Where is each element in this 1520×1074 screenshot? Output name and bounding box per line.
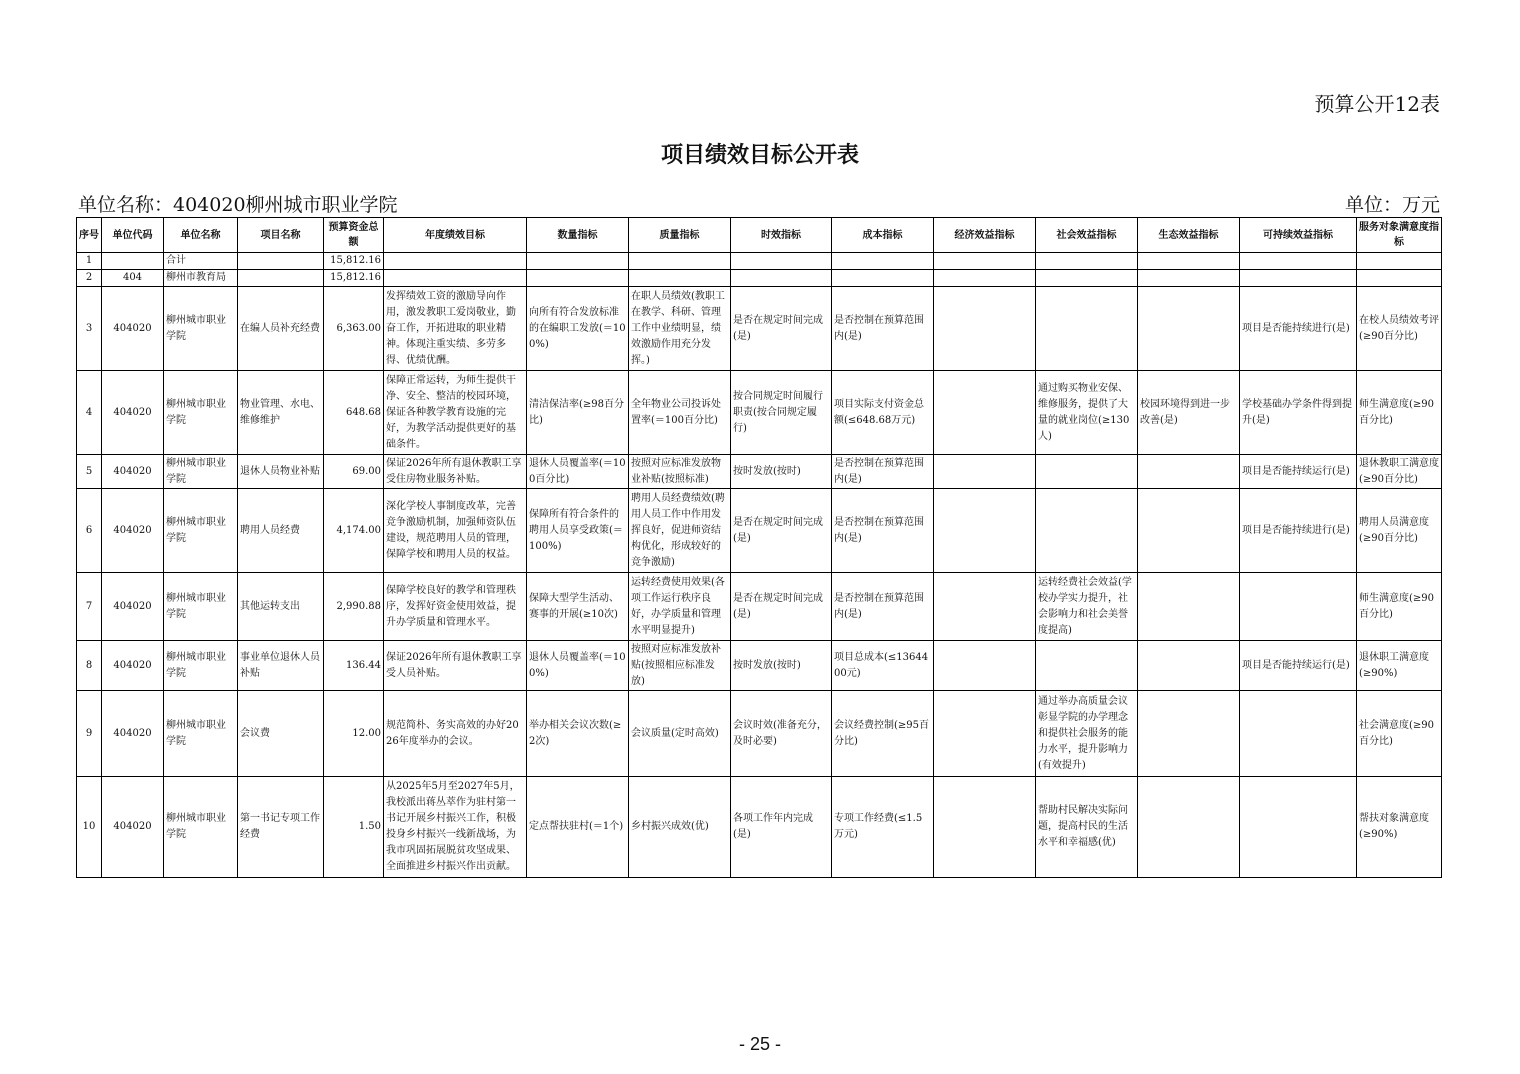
table-cell: 规范简朴、务实高效的办好2026年度举办的会议。	[384, 691, 527, 777]
table-cell: 是否控制在预算范围内(是)	[832, 455, 934, 489]
table-cell: 会议经费控制(≥95百分比)	[832, 691, 934, 777]
table-cell: 4,174.00	[324, 489, 384, 573]
table-cell	[934, 287, 1036, 371]
table-cell: 按合同规定时间履行职责(按合同规定履行)	[731, 371, 832, 455]
table-cell: 6,363.00	[324, 287, 384, 371]
table-cell: 向所有符合发放标准的在编职工发放(＝100%)	[527, 287, 629, 371]
page-number: - 25 -	[738, 1034, 781, 1054]
table-cell: 会议时效(准备充分，及时必要)	[731, 691, 832, 777]
table-cell: 5	[77, 455, 102, 489]
table-cell: 是否控制在预算范围内(是)	[832, 489, 934, 573]
table-cell: 1	[77, 253, 102, 270]
table-cell: 项目总成本(≤1364400元)	[832, 641, 934, 691]
table-cell	[832, 253, 934, 270]
table-cell: 项目是否能持续运行(是)	[1240, 641, 1357, 691]
table-cell: 柳州城市职业学院	[164, 641, 238, 691]
table-cell: 是否控制在预算范围内(是)	[832, 287, 934, 371]
table-cell	[102, 253, 164, 270]
header-cell: 社会效益指标	[1036, 218, 1138, 253]
table-cell: 保证2026年所有退休教职工享受住房物业服务补贴。	[384, 455, 527, 489]
table-cell	[934, 270, 1036, 287]
table-cell	[1138, 455, 1240, 489]
table-cell	[832, 270, 934, 287]
table-cell	[934, 371, 1036, 455]
table-cell: 深化学校人事制度改革，完善竞争激励机制，加强师资队伍建设，规范聘用人员的管理，保障学校和聘用人员的权益。	[384, 489, 527, 573]
header-cell: 质量指标	[629, 218, 731, 253]
table-cell	[934, 253, 1036, 270]
table-cell: 保障所有符合条件的聘用人员享受政策(＝100%)	[527, 489, 629, 573]
table-cell: 校园环境得到进一步改善(是)	[1138, 371, 1240, 455]
header-cell: 年度绩效目标	[384, 218, 527, 253]
table-cell	[1240, 270, 1357, 287]
table-cell: 事业单位退休人员补贴	[238, 641, 324, 691]
table-cell: 会议费	[238, 691, 324, 777]
table-cell: 12.00	[324, 691, 384, 777]
table-cell: 运转经费社会效益(学校办学实力提升，社会影响力和社会美誉度提高)	[1036, 573, 1138, 641]
table-cell	[629, 253, 731, 270]
table-cell: 通过举办高质量会议彰显学院的办学理念和提供社会服务的能力水平，提升影响力(有效提升)	[1036, 691, 1138, 777]
table-cell: 404020	[102, 641, 164, 691]
table-cell: 是否在规定时间完成(是)	[731, 287, 832, 371]
table-cell: 项目是否能持续进行(是)	[1240, 489, 1357, 573]
table-cell: 404020	[102, 455, 164, 489]
table-cell: 师生满意度(≥90百分比)	[1357, 371, 1442, 455]
table-cell: 社会满意度(≥90百分比)	[1357, 691, 1442, 777]
document-title: 项目绩效目标公开表	[660, 143, 859, 168]
table-row	[77, 691, 1442, 777]
table-cell: 404020	[102, 489, 164, 573]
table-cell: 聘用人员经费绩效(聘用人员工作中作用发挥良好，促进师资结构优化，形成较好的竞争激励)	[629, 489, 731, 573]
table-cell	[238, 270, 324, 287]
header-row	[77, 218, 1442, 253]
table-row	[77, 371, 1442, 455]
table-cell: 柳州城市职业学院	[164, 371, 238, 455]
table-cell: 退休人员物业补贴	[238, 455, 324, 489]
table-cell: 项目是否能持续运行(是)	[1240, 455, 1357, 489]
table-cell	[527, 253, 629, 270]
table-cell	[934, 573, 1036, 641]
table-cell: 定点帮扶驻村(＝1个)	[527, 777, 629, 878]
table-cell: 15,812.16	[324, 253, 384, 270]
table-cell: 保证2026年所有退休教职工享受人员补贴。	[384, 641, 527, 691]
table-cell: 会议质量(定时高效)	[629, 691, 731, 777]
table-cell	[1138, 641, 1240, 691]
table-cell: 按照对应标准发放补贴(按照相应标准发放)	[629, 641, 731, 691]
table-cell: 在编人员补充经费	[238, 287, 324, 371]
performance-table	[76, 217, 1442, 878]
table-cell: 项目实际支付资金总额(≤648.68万元)	[832, 371, 934, 455]
table-cell: 按时发放(按时)	[731, 641, 832, 691]
table-cell: 各项工作年内完成(是)	[731, 777, 832, 878]
table-cell: 柳州城市职业学院	[164, 573, 238, 641]
table-cell: 第一书记专项工作经费	[238, 777, 324, 878]
header-cell: 可持续效益指标	[1240, 218, 1357, 253]
table-cell: 在职人员绩效(教职工在教学、科研、管理工作中业绩明显，绩效激励作用充分发挥。)	[629, 287, 731, 371]
table-cell: 4	[77, 371, 102, 455]
header-cell: 单位名称	[164, 218, 238, 253]
table-cell: 404	[102, 270, 164, 287]
header-cell: 成本指标	[832, 218, 934, 253]
header-cell: 服务对象满意度指标	[1357, 218, 1442, 253]
table-cell: 柳州城市职业学院	[164, 287, 238, 371]
table-cell: 404020	[102, 777, 164, 878]
table-cell: 按时发放(按时)	[731, 455, 832, 489]
table-cell	[1138, 270, 1240, 287]
table-cell	[629, 270, 731, 287]
table-row	[77, 573, 1442, 641]
table-cell: 1.50	[324, 777, 384, 878]
table-cell: 保障正常运转，为师生提供干净、安全、整洁的校园环境，保证各种教学教育设施的完好，为教学活动提供更好的基础条件。	[384, 371, 527, 455]
table-cell: 2,990.88	[324, 573, 384, 641]
table-row	[77, 287, 1442, 371]
header-cell: 经济效益指标	[934, 218, 1036, 253]
table-cell: 404020	[102, 691, 164, 777]
table-row	[77, 253, 1442, 270]
table-cell: 是否在规定时间完成(是)	[731, 573, 832, 641]
table-cell	[731, 253, 832, 270]
table-cell: 发挥绩效工资的激励导向作用，激发教职工爱岗敬业，勤奋工作，开拓进取的职业精神。体现注重实绩、多劳多得、优绩优酬。	[384, 287, 527, 371]
table-cell	[934, 455, 1036, 489]
table-cell: 运转经费使用效果(各项工作运行秩序良好，办学质量和管理水平明显提升)	[629, 573, 731, 641]
table-cell: 按照对应标准发放物业补贴(按照标准)	[629, 455, 731, 489]
table-cell	[1240, 253, 1357, 270]
table-cell	[238, 253, 324, 270]
table-cell: 帮扶对象满意度(≥90%)	[1357, 777, 1442, 878]
table-cell: 举办相关会议次数(≥2次)	[527, 691, 629, 777]
table-cell: 在校人员绩效考评(≥90百分比)	[1357, 287, 1442, 371]
table-cell	[1138, 691, 1240, 777]
table-cell: 柳州城市职业学院	[164, 489, 238, 573]
table-cell	[1036, 489, 1138, 573]
table-cell	[1036, 455, 1138, 489]
header-cell: 预算资金总额	[324, 218, 384, 253]
table-cell: 项目是否能持续进行(是)	[1240, 287, 1357, 371]
table-cell: 404020	[102, 573, 164, 641]
table-cell: 乡村振兴成效(优)	[629, 777, 731, 878]
table-cell: 退休人员覆盖率(＝100%)	[527, 641, 629, 691]
table-row	[77, 777, 1442, 878]
table-cell	[731, 270, 832, 287]
table-cell: 帮助村民解决实际问题，提高村民的生活水平和幸福感(优)	[1036, 777, 1138, 878]
header-cell: 单位代码	[102, 218, 164, 253]
table-cell: 退休职工满意度(≥90%)	[1357, 641, 1442, 691]
table-cell: 136.44	[324, 641, 384, 691]
table-cell: 清洁保洁率(≥98百分比)	[527, 371, 629, 455]
table-cell: 全年物业公司投诉处置率(＝100百分比)	[629, 371, 731, 455]
table-cell	[1138, 287, 1240, 371]
table-cell	[1036, 641, 1138, 691]
table-cell: 是否控制在预算范围内(是)	[832, 573, 934, 641]
table-cell	[527, 270, 629, 287]
table-cell	[384, 270, 527, 287]
header-cell: 时效指标	[731, 218, 832, 253]
table-cell: 其他运转支出	[238, 573, 324, 641]
table-cell	[934, 489, 1036, 573]
table-cell	[1138, 489, 1240, 573]
table-row	[77, 455, 1442, 489]
header-cell: 序号	[77, 218, 102, 253]
table-cell: 学校基础办学条件得到提升(是)	[1240, 371, 1357, 455]
table-cell	[1036, 253, 1138, 270]
currency-unit: 单位：万元	[1344, 194, 1440, 216]
table-cell: 648.68	[324, 371, 384, 455]
table-cell	[1240, 777, 1357, 878]
header-cell: 生态效益指标	[1138, 218, 1240, 253]
table-cell: 专项工作经费(≤1.5万元)	[832, 777, 934, 878]
table-cell: 柳州城市职业学院	[164, 777, 238, 878]
table-cell: 7	[77, 573, 102, 641]
table-cell: 柳州市教育局	[164, 270, 238, 287]
table-cell: 6	[77, 489, 102, 573]
table-cell: 从2025年5月至2027年5月，我校派出蒋丛萃作为驻村第一书记开展乡村振兴工作，积极投身乡村振兴一线新战场，为我市巩固拓展脱贫攻坚成果、全面推进乡村振兴作出贡献。	[384, 777, 527, 878]
table-cell	[934, 777, 1036, 878]
table-cell: 404020	[102, 371, 164, 455]
table-cell	[934, 641, 1036, 691]
table-cell: 69.00	[324, 455, 384, 489]
table-cell	[384, 253, 527, 270]
table-cell	[1240, 573, 1357, 641]
table-cell	[934, 691, 1036, 777]
table-cell: 15,812.16	[324, 270, 384, 287]
table-cell	[1240, 691, 1357, 777]
table-number-label: 预算公开12表	[1314, 92, 1440, 116]
unit-name: 单位名称：404020柳州城市职业学院	[78, 194, 398, 216]
table-cell: 通过购买物业安保、维修服务，提供了大量的就业岗位(≥130人)	[1036, 371, 1138, 455]
header-cell: 项目名称	[238, 218, 324, 253]
table-cell: 404020	[102, 287, 164, 371]
table-cell: 退休人员覆盖率(＝100百分比)	[527, 455, 629, 489]
table-body	[77, 253, 1442, 878]
table-cell: 8	[77, 641, 102, 691]
table-row	[77, 489, 1442, 573]
header-cell: 数量指标	[527, 218, 629, 253]
table-cell: 合计	[164, 253, 238, 270]
table-cell	[1138, 573, 1240, 641]
table-cell: 聘用人员经费	[238, 489, 324, 573]
table-cell: 柳州城市职业学院	[164, 455, 238, 489]
table-cell: 保障学校良好的教学和管理秩序，发挥好资金使用效益，提升办学质量和管理水平。	[384, 573, 527, 641]
table-cell	[1138, 777, 1240, 878]
table-cell	[1036, 287, 1138, 371]
table-row	[77, 270, 1442, 287]
table-cell: 保障大型学生活动、赛事的开展(≥10次)	[527, 573, 629, 641]
table-cell: 10	[77, 777, 102, 878]
table-cell	[1357, 270, 1442, 287]
table-cell: 3	[77, 287, 102, 371]
table-cell	[1036, 270, 1138, 287]
table-cell	[1138, 253, 1240, 270]
table-cell	[1357, 253, 1442, 270]
table-cell: 聘用人员满意度(≥90百分比)	[1357, 489, 1442, 573]
table-cell: 9	[77, 691, 102, 777]
table-cell: 是否在规定时间完成(是)	[731, 489, 832, 573]
table-cell: 柳州城市职业学院	[164, 691, 238, 777]
table-cell: 退休教职工满意度(≥90百分比)	[1357, 455, 1442, 489]
table-cell: 物业管理、水电、维修维护	[238, 371, 324, 455]
table-cell: 师生满意度(≥90百分比)	[1357, 573, 1442, 641]
table-cell: 2	[77, 270, 102, 287]
table-row	[77, 641, 1442, 691]
